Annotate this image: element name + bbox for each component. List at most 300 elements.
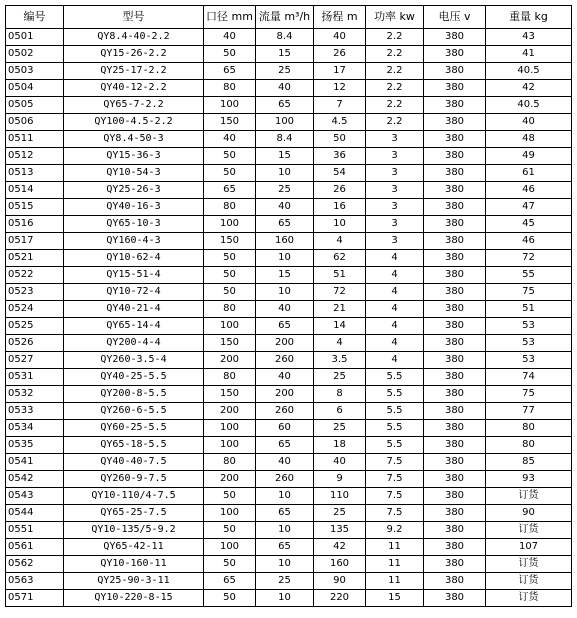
cell-head: 62 xyxy=(314,250,366,267)
table-row xyxy=(6,556,572,573)
cell-flow: 8.4 xyxy=(256,29,314,46)
cell-power: 2.2 xyxy=(366,97,424,114)
cell-voltage: 380 xyxy=(424,386,486,403)
table-row xyxy=(6,46,572,63)
cell-diameter: 200 xyxy=(204,403,256,420)
cell-voltage: 380 xyxy=(424,403,486,420)
cell-weight: 90 xyxy=(486,505,572,522)
cell-code: 0551 xyxy=(6,522,64,539)
cell-diameter: 200 xyxy=(204,352,256,369)
cell-model: QY40-12-2.2 xyxy=(64,80,204,97)
cell-voltage: 380 xyxy=(424,131,486,148)
cell-diameter: 40 xyxy=(204,131,256,148)
cell-head: 51 xyxy=(314,267,366,284)
cell-model: QY10-110/4-7.5 xyxy=(64,488,204,505)
cell-head: 18 xyxy=(314,437,366,454)
cell-model: QY160-4-3 xyxy=(64,233,204,250)
cell-head: 25 xyxy=(314,420,366,437)
cell-code: 0541 xyxy=(6,454,64,471)
cell-weight: 订货 xyxy=(486,522,572,539)
cell-model: QY15-36-3 xyxy=(64,148,204,165)
cell-model: QY8.4-50-3 xyxy=(64,131,204,148)
cell-code: 0505 xyxy=(6,97,64,114)
cell-head: 160 xyxy=(314,556,366,573)
cell-flow: 65 xyxy=(256,318,314,335)
cell-flow: 40 xyxy=(256,199,314,216)
cell-power: 4 xyxy=(366,267,424,284)
cell-code: 0522 xyxy=(6,267,64,284)
cell-code: 0523 xyxy=(6,284,64,301)
cell-model: QY10-62-4 xyxy=(64,250,204,267)
cell-code: 0511 xyxy=(6,131,64,148)
cell-diameter: 80 xyxy=(204,369,256,386)
cell-code: 0517 xyxy=(6,233,64,250)
cell-model: QY10-135/5-9.2 xyxy=(64,522,204,539)
cell-diameter: 150 xyxy=(204,335,256,352)
cell-weight: 80 xyxy=(486,420,572,437)
cell-voltage: 380 xyxy=(424,250,486,267)
cell-model: QY40-21-4 xyxy=(64,301,204,318)
table-row xyxy=(6,63,572,80)
cell-flow: 10 xyxy=(256,165,314,182)
cell-weight: 43 xyxy=(486,29,572,46)
cell-flow: 65 xyxy=(256,437,314,454)
cell-weight: 42 xyxy=(486,80,572,97)
cell-diameter: 65 xyxy=(204,63,256,80)
cell-power: 2.2 xyxy=(366,46,424,63)
table-row xyxy=(6,488,572,505)
table-row xyxy=(6,403,572,420)
cell-weight: 107 xyxy=(486,539,572,556)
cell-voltage: 380 xyxy=(424,216,486,233)
cell-voltage: 380 xyxy=(424,437,486,454)
cell-head: 4 xyxy=(314,335,366,352)
cell-power: 2.2 xyxy=(366,63,424,80)
cell-power: 5.5 xyxy=(366,437,424,454)
cell-code: 0503 xyxy=(6,63,64,80)
cell-voltage: 380 xyxy=(424,199,486,216)
cell-diameter: 100 xyxy=(204,420,256,437)
cell-flow: 10 xyxy=(256,284,314,301)
cell-weight: 49 xyxy=(486,148,572,165)
cell-flow: 40 xyxy=(256,454,314,471)
cell-head: 50 xyxy=(314,131,366,148)
cell-voltage: 380 xyxy=(424,29,486,46)
cell-code: 0571 xyxy=(6,590,64,607)
table-row xyxy=(6,437,572,454)
cell-flow: 10 xyxy=(256,488,314,505)
cell-power: 11 xyxy=(366,539,424,556)
cell-diameter: 100 xyxy=(204,437,256,454)
cell-voltage: 380 xyxy=(424,471,486,488)
table-row xyxy=(6,165,572,182)
cell-power: 4 xyxy=(366,335,424,352)
cell-head: 25 xyxy=(314,369,366,386)
table-row xyxy=(6,318,572,335)
cell-flow: 25 xyxy=(256,573,314,590)
cell-weight: 61 xyxy=(486,165,572,182)
cell-voltage: 380 xyxy=(424,335,486,352)
cell-head: 54 xyxy=(314,165,366,182)
table-row xyxy=(6,97,572,114)
cell-voltage: 380 xyxy=(424,148,486,165)
cell-power: 4 xyxy=(366,301,424,318)
cell-diameter: 100 xyxy=(204,505,256,522)
cell-head: 110 xyxy=(314,488,366,505)
cell-weight: 40 xyxy=(486,114,572,131)
cell-flow: 15 xyxy=(256,148,314,165)
cell-code: 0513 xyxy=(6,165,64,182)
cell-head: 9 xyxy=(314,471,366,488)
cell-weight: 40.5 xyxy=(486,97,572,114)
cell-flow: 10 xyxy=(256,522,314,539)
cell-power: 5.5 xyxy=(366,420,424,437)
cell-code: 0514 xyxy=(6,182,64,199)
table-row xyxy=(6,454,572,471)
cell-diameter: 65 xyxy=(204,573,256,590)
cell-model: QY25-90-3-11 xyxy=(64,573,204,590)
cell-voltage: 380 xyxy=(424,114,486,131)
cell-weight: 47 xyxy=(486,199,572,216)
cell-head: 6 xyxy=(314,403,366,420)
cell-flow: 65 xyxy=(256,97,314,114)
cell-flow: 65 xyxy=(256,216,314,233)
cell-head: 36 xyxy=(314,148,366,165)
cell-flow: 100 xyxy=(256,114,314,131)
cell-flow: 200 xyxy=(256,335,314,352)
table-row xyxy=(6,114,572,131)
cell-weight: 55 xyxy=(486,267,572,284)
table-row xyxy=(6,522,572,539)
cell-diameter: 100 xyxy=(204,539,256,556)
cell-power: 2.2 xyxy=(366,114,424,131)
cell-head: 16 xyxy=(314,199,366,216)
cell-model: QY15-51-4 xyxy=(64,267,204,284)
cell-weight: 46 xyxy=(486,182,572,199)
cell-model: QY65-7-2.2 xyxy=(64,97,204,114)
cell-code: 0544 xyxy=(6,505,64,522)
table-row xyxy=(6,420,572,437)
cell-power: 9.2 xyxy=(366,522,424,539)
cell-model: QY65-25-7.5 xyxy=(64,505,204,522)
cell-power: 4 xyxy=(366,318,424,335)
cell-code: 0562 xyxy=(6,556,64,573)
cell-head: 4.5 xyxy=(314,114,366,131)
cell-power: 15 xyxy=(366,590,424,607)
cell-power: 3 xyxy=(366,216,424,233)
cell-diameter: 50 xyxy=(204,590,256,607)
table-row xyxy=(6,386,572,403)
cell-weight: 74 xyxy=(486,369,572,386)
cell-diameter: 100 xyxy=(204,216,256,233)
cell-flow: 15 xyxy=(256,46,314,63)
cell-diameter: 100 xyxy=(204,318,256,335)
cell-power: 3 xyxy=(366,182,424,199)
header-flow: 流量 m³/h xyxy=(256,6,314,29)
cell-voltage: 380 xyxy=(424,556,486,573)
cell-diameter: 80 xyxy=(204,454,256,471)
cell-head: 8 xyxy=(314,386,366,403)
cell-flow: 60 xyxy=(256,420,314,437)
cell-head: 220 xyxy=(314,590,366,607)
header-power: 功率 kw xyxy=(366,6,424,29)
cell-power: 3 xyxy=(366,131,424,148)
cell-model: QY65-10-3 xyxy=(64,216,204,233)
cell-diameter: 80 xyxy=(204,199,256,216)
cell-power: 11 xyxy=(366,573,424,590)
cell-power: 5.5 xyxy=(366,369,424,386)
cell-model: QY260-6-5.5 xyxy=(64,403,204,420)
cell-power: 3 xyxy=(366,199,424,216)
cell-code: 0512 xyxy=(6,148,64,165)
cell-voltage: 380 xyxy=(424,590,486,607)
cell-weight: 45 xyxy=(486,216,572,233)
cell-diameter: 50 xyxy=(204,46,256,63)
cell-head: 3.5 xyxy=(314,352,366,369)
cell-weight: 订货 xyxy=(486,590,572,607)
cell-power: 4 xyxy=(366,284,424,301)
cell-weight: 41 xyxy=(486,46,572,63)
cell-weight: 订货 xyxy=(486,573,572,590)
cell-code: 0534 xyxy=(6,420,64,437)
cell-flow: 40 xyxy=(256,369,314,386)
table-row xyxy=(6,352,572,369)
cell-model: QY100-4.5-2.2 xyxy=(64,114,204,131)
cell-weight: 53 xyxy=(486,352,572,369)
table-row xyxy=(6,471,572,488)
spec-table-container xyxy=(5,5,572,607)
cell-diameter: 80 xyxy=(204,301,256,318)
cell-code: 0531 xyxy=(6,369,64,386)
cell-head: 90 xyxy=(314,573,366,590)
cell-code: 0526 xyxy=(6,335,64,352)
cell-flow: 25 xyxy=(256,182,314,199)
cell-diameter: 80 xyxy=(204,80,256,97)
cell-diameter: 150 xyxy=(204,233,256,250)
cell-weight: 53 xyxy=(486,318,572,335)
cell-voltage: 380 xyxy=(424,522,486,539)
cell-voltage: 380 xyxy=(424,301,486,318)
cell-model: QY200-8-5.5 xyxy=(64,386,204,403)
cell-model: QY260-9-7.5 xyxy=(64,471,204,488)
cell-voltage: 380 xyxy=(424,46,486,63)
cell-head: 40 xyxy=(314,29,366,46)
header-code: 编号 xyxy=(6,6,64,29)
table-row xyxy=(6,590,572,607)
cell-voltage: 380 xyxy=(424,505,486,522)
cell-code: 0524 xyxy=(6,301,64,318)
cell-weight: 51 xyxy=(486,301,572,318)
cell-diameter: 200 xyxy=(204,471,256,488)
cell-model: QY200-4-4 xyxy=(64,335,204,352)
table-row xyxy=(6,148,572,165)
cell-code: 0502 xyxy=(6,46,64,63)
cell-model: QY40-16-3 xyxy=(64,199,204,216)
cell-code: 0516 xyxy=(6,216,64,233)
cell-flow: 8.4 xyxy=(256,131,314,148)
cell-flow: 160 xyxy=(256,233,314,250)
cell-code: 0527 xyxy=(6,352,64,369)
cell-flow: 260 xyxy=(256,471,314,488)
cell-flow: 10 xyxy=(256,250,314,267)
table-row xyxy=(6,505,572,522)
cell-weight: 46 xyxy=(486,233,572,250)
cell-flow: 25 xyxy=(256,63,314,80)
cell-model: QY60-25-5.5 xyxy=(64,420,204,437)
table-row xyxy=(6,233,572,250)
cell-code: 0561 xyxy=(6,539,64,556)
cell-voltage: 380 xyxy=(424,369,486,386)
cell-head: 26 xyxy=(314,182,366,199)
cell-flow: 15 xyxy=(256,267,314,284)
table-row xyxy=(6,369,572,386)
cell-voltage: 380 xyxy=(424,420,486,437)
cell-head: 72 xyxy=(314,284,366,301)
cell-model: QY8.4-40-2.2 xyxy=(64,29,204,46)
cell-code: 0525 xyxy=(6,318,64,335)
cell-voltage: 380 xyxy=(424,352,486,369)
header-head: 扬程 m xyxy=(314,6,366,29)
cell-flow: 260 xyxy=(256,403,314,420)
cell-model: QY15-26-2.2 xyxy=(64,46,204,63)
cell-voltage: 380 xyxy=(424,284,486,301)
table-row xyxy=(6,335,572,352)
cell-diameter: 50 xyxy=(204,488,256,505)
cell-diameter: 40 xyxy=(204,29,256,46)
cell-diameter: 150 xyxy=(204,386,256,403)
cell-weight: 75 xyxy=(486,386,572,403)
cell-voltage: 380 xyxy=(424,97,486,114)
table-row xyxy=(6,216,572,233)
cell-weight: 53 xyxy=(486,335,572,352)
cell-power: 5.5 xyxy=(366,386,424,403)
cell-voltage: 380 xyxy=(424,182,486,199)
cell-voltage: 380 xyxy=(424,539,486,556)
cell-weight: 72 xyxy=(486,250,572,267)
cell-weight: 75 xyxy=(486,284,572,301)
cell-model: QY40-25-5.5 xyxy=(64,369,204,386)
cell-voltage: 380 xyxy=(424,233,486,250)
cell-power: 7.5 xyxy=(366,488,424,505)
cell-code: 0521 xyxy=(6,250,64,267)
cell-head: 17 xyxy=(314,63,366,80)
cell-model: QY40-40-7.5 xyxy=(64,454,204,471)
cell-voltage: 380 xyxy=(424,573,486,590)
header-voltage: 电压 v xyxy=(424,6,486,29)
cell-weight: 40.5 xyxy=(486,63,572,80)
cell-voltage: 380 xyxy=(424,488,486,505)
cell-power: 4 xyxy=(366,250,424,267)
table-row xyxy=(6,267,572,284)
cell-head: 40 xyxy=(314,454,366,471)
cell-head: 135 xyxy=(314,522,366,539)
cell-diameter: 150 xyxy=(204,114,256,131)
cell-flow: 10 xyxy=(256,590,314,607)
cell-code: 0543 xyxy=(6,488,64,505)
cell-flow: 260 xyxy=(256,352,314,369)
cell-weight: 85 xyxy=(486,454,572,471)
cell-head: 25 xyxy=(314,505,366,522)
cell-head: 12 xyxy=(314,80,366,97)
cell-voltage: 380 xyxy=(424,63,486,80)
pump-spec-table xyxy=(5,5,572,607)
cell-power: 4 xyxy=(366,352,424,369)
cell-head: 14 xyxy=(314,318,366,335)
cell-model: QY65-18-5.5 xyxy=(64,437,204,454)
cell-power: 2.2 xyxy=(366,80,424,97)
cell-weight: 48 xyxy=(486,131,572,148)
cell-code: 0501 xyxy=(6,29,64,46)
cell-flow: 65 xyxy=(256,539,314,556)
cell-code: 0535 xyxy=(6,437,64,454)
table-row xyxy=(6,182,572,199)
header-diameter: 口径 mm xyxy=(204,6,256,29)
cell-code: 0515 xyxy=(6,199,64,216)
table-row xyxy=(6,573,572,590)
cell-flow: 40 xyxy=(256,301,314,318)
cell-weight: 77 xyxy=(486,403,572,420)
cell-code: 0504 xyxy=(6,80,64,97)
cell-model: QY65-42-11 xyxy=(64,539,204,556)
cell-diameter: 50 xyxy=(204,250,256,267)
cell-code: 0533 xyxy=(6,403,64,420)
table-body xyxy=(6,29,572,607)
cell-power: 5.5 xyxy=(366,403,424,420)
cell-diameter: 65 xyxy=(204,182,256,199)
cell-code: 0532 xyxy=(6,386,64,403)
cell-code: 0506 xyxy=(6,114,64,131)
cell-model: QY10-54-3 xyxy=(64,165,204,182)
cell-power: 3 xyxy=(366,165,424,182)
cell-model: QY10-72-4 xyxy=(64,284,204,301)
cell-diameter: 50 xyxy=(204,148,256,165)
cell-code: 0542 xyxy=(6,471,64,488)
cell-weight: 订货 xyxy=(486,488,572,505)
cell-flow: 200 xyxy=(256,386,314,403)
table-row xyxy=(6,284,572,301)
cell-voltage: 380 xyxy=(424,454,486,471)
cell-diameter: 50 xyxy=(204,522,256,539)
cell-weight: 93 xyxy=(486,471,572,488)
cell-model: QY25-17-2.2 xyxy=(64,63,204,80)
table-row xyxy=(6,199,572,216)
cell-weight: 80 xyxy=(486,437,572,454)
cell-diameter: 100 xyxy=(204,97,256,114)
table-row xyxy=(6,301,572,318)
cell-model: QY260-3.5-4 xyxy=(64,352,204,369)
table-row xyxy=(6,250,572,267)
cell-power: 7.5 xyxy=(366,454,424,471)
cell-power: 3 xyxy=(366,233,424,250)
cell-flow: 10 xyxy=(256,556,314,573)
table-row xyxy=(6,80,572,97)
cell-model: QY10-220-8-15 xyxy=(64,590,204,607)
cell-model: QY65-14-4 xyxy=(64,318,204,335)
table-row xyxy=(6,539,572,556)
cell-diameter: 50 xyxy=(204,267,256,284)
cell-voltage: 380 xyxy=(424,267,486,284)
cell-diameter: 50 xyxy=(204,165,256,182)
cell-model: QY25-26-3 xyxy=(64,182,204,199)
cell-head: 26 xyxy=(314,46,366,63)
header-weight: 重量 kg xyxy=(486,6,572,29)
cell-code: 0563 xyxy=(6,573,64,590)
cell-voltage: 380 xyxy=(424,165,486,182)
cell-power: 3 xyxy=(366,148,424,165)
cell-head: 10 xyxy=(314,216,366,233)
table-row xyxy=(6,29,572,46)
cell-diameter: 50 xyxy=(204,556,256,573)
